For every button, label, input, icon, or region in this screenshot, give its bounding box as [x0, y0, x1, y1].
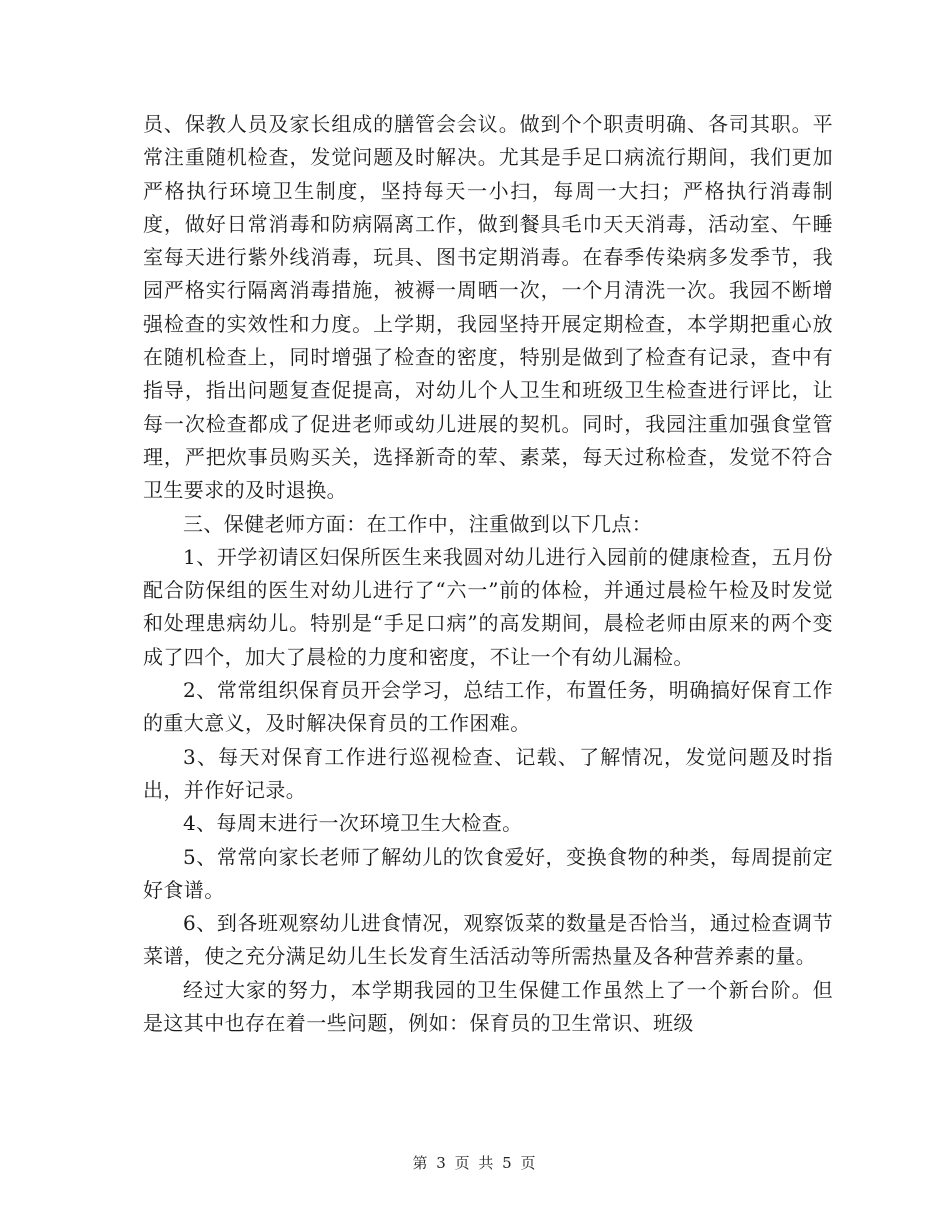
paragraph: 5、常常向家长老师了解幼儿的饮食爱好，变换食物的种类，每周提前定好食谱。: [143, 844, 833, 902]
paragraph: 3、每天对保育工作进行巡视检查、记载、了解情况，发觉问题及时指出，并作好记录。: [143, 744, 833, 802]
paragraph: 4、每周末进行一次环境卫生大检查。: [183, 811, 523, 836]
paragraph: 2、常常组织保育员开会学习，总结工作，布置任务，明确搞好保育工作的重大意义，及时解决保育员的工作困难。: [143, 678, 833, 736]
document-body: [143, 108, 833, 1040]
paragraph: 经过大家的努力，本学期我园的卫生保健工作虽然上了一个新台阶。但是这其中也存在着一些问题，例如：保育员的卫生常识、班级: [143, 977, 833, 1036]
paragraph: 三、保健老师方面：在工作中，注重做到以下几点：: [183, 511, 653, 536]
page-number-footer: 第 3 页 共 5 页: [412, 1154, 538, 1172]
paragraph: 员、保教人员及家长组成的膳管会会议。做到个个职责明确、各司其职。平常注重随机检查，发觉问题及时解决。尤其是手足口病流行期间，我们更加严格执行环境卫生制度，坚持每天一小扫，每周一大扫；严格执行消毒制度，做好日常消毒和防病隔离工作，做到餐具毛巾天天消毒，活动室、午睡室每天进行紫外线消毒，玩具、图书定期消毒。在春季传染病多发季节，我园严格实行隔离消毒措施，被褥一周晒一次，一个月清洗一次。我园不断增强检查的实效性和力度。上学期，我园坚持开展定期检查，本学期把重心放在随机检查上，同时增强了检查的密度，特别是做到了检查有记录，查中有指导，指出问题复查促提高，对幼儿个人卫生和班级卫生检查进行评比，让每一次检查都成了促进老师或幼儿进展的契机。同时，我园注重加强食堂管理，严把炊事员购买关，选择新奇的荤、素菜，每天过称检查，发觉不符合卫生要求的及时退换。: [143, 112, 833, 503]
paragraph: 1、开学初请区妇保所医生来我圆对幼儿进行入园前的健康检查，五月份配合防保组的医生对幼儿进行了“六一”前的体检，并通过晨检午检及时发觉和处理患病幼儿。特别是“手足口病”的高发期间，晨检老师由原来的两个变成了四个，加大了晨检的力度和密度，不让一个有幼儿漏检。: [143, 544, 833, 669]
paragraph: 6、到各班观察幼儿进食情况，观察饭菜的数量是否恰当，通过检查调节菜谱，使之充分满足幼儿生长发育生活活动等所需热量及各种营养素的量。: [143, 911, 833, 969]
